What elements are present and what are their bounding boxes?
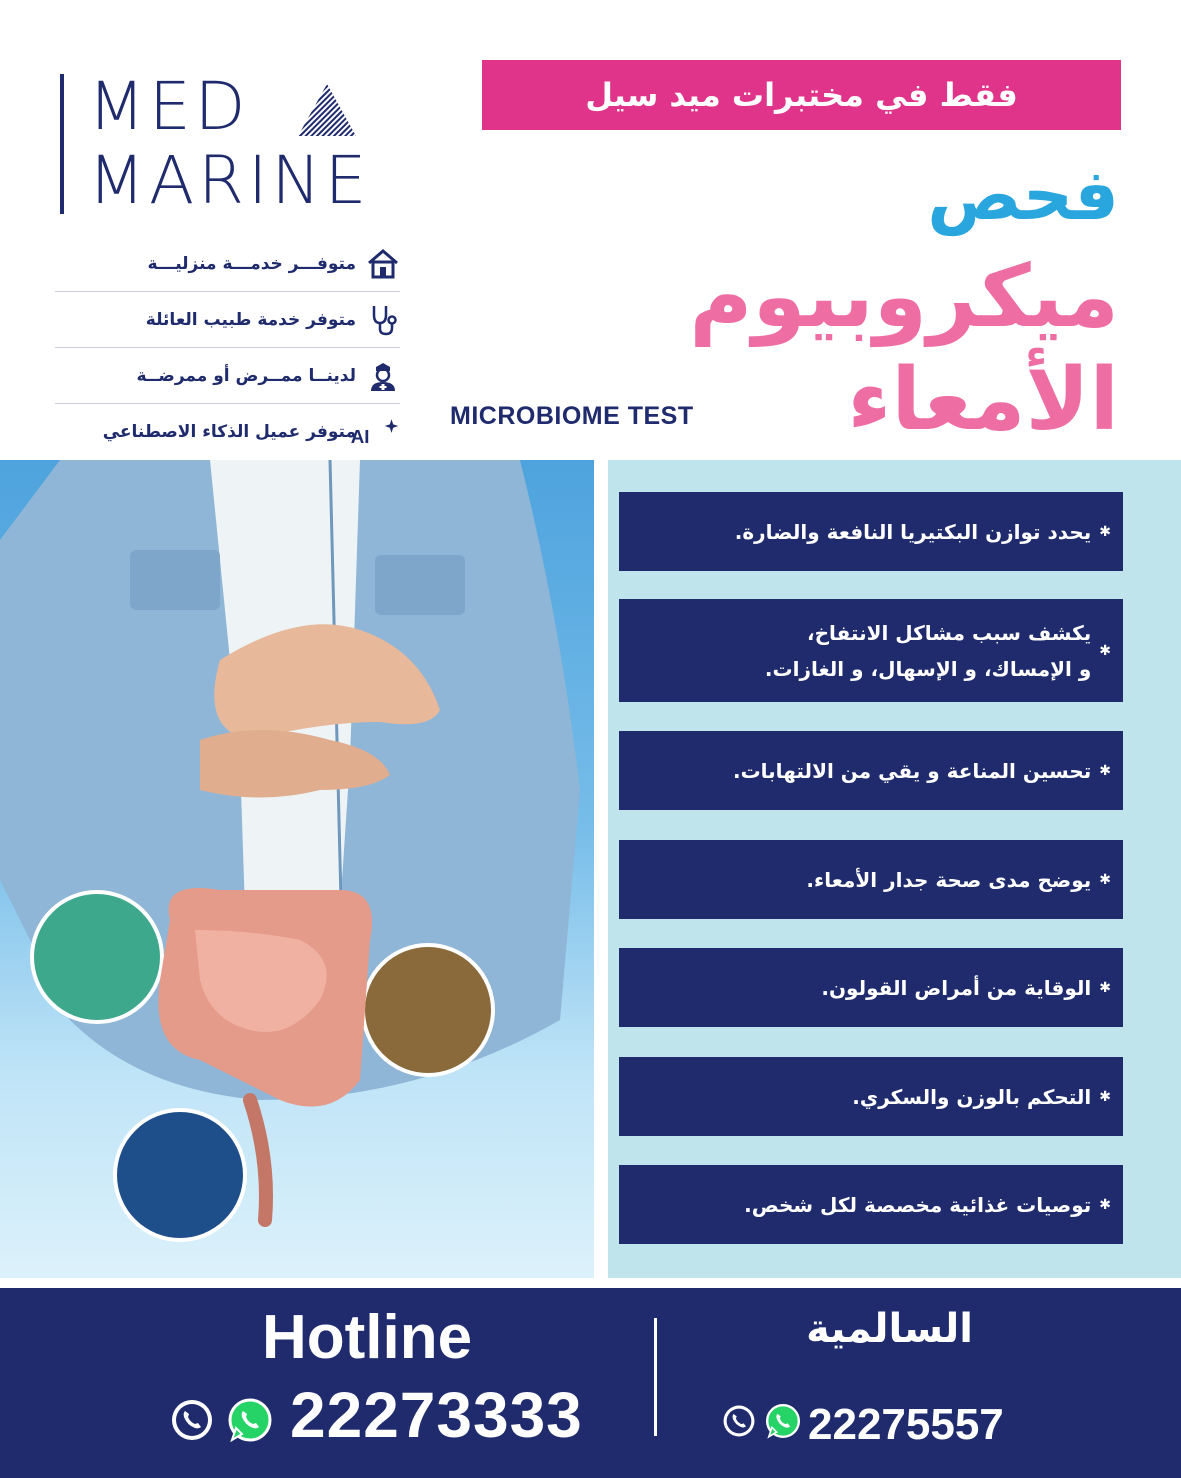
page-title-line-2: ميكروبيوم [689, 247, 1119, 347]
benefit-text: يحدد توازن البكتيريا النافعة والضارة. [734, 519, 1092, 544]
whatsapp-icon[interactable] [764, 1402, 802, 1440]
phone-icon[interactable] [170, 1398, 214, 1442]
person-gut-illustration [0, 460, 594, 1278]
contact-footer [0, 1288, 1181, 1478]
logo-line-2: MARINE [88, 142, 371, 219]
service-home-visit [55, 236, 400, 292]
service-label: متوفر عميل الذكاء الاصطناعي [102, 422, 356, 442]
benefit-item [619, 1057, 1123, 1136]
stethoscope-icon [366, 303, 400, 337]
benefit-text: تحسين المناعة و يقي من الالتهابات. [732, 758, 1092, 783]
home-icon [366, 247, 400, 281]
benefit-text: توصيات غذائية مخصصة لكل شخص. [744, 1192, 1092, 1217]
benefit-text-line: يكشف سبب مشاكل الانتفاخ، [806, 620, 1092, 645]
service-family-doctor [55, 292, 400, 348]
svg-text:AI: AI [350, 426, 370, 448]
bullet-icon: ✱ [1099, 523, 1111, 540]
bullet-icon: ✱ [1099, 871, 1111, 888]
benefits-panel [608, 460, 1181, 1278]
benefit-text: يوضح مدى صحة جدار الأمعاء. [806, 867, 1092, 892]
hotline-number[interactable]: 22273333 [290, 1379, 583, 1451]
benefit-text-line: و الإمساك، و الإسهال، و الغازات. [764, 656, 1092, 681]
benefit-item [619, 840, 1123, 919]
bullet-icon: ✱ [1099, 979, 1111, 996]
benefit-item [619, 492, 1123, 571]
ai-icon [350, 415, 400, 449]
service-label: متوفـــر خدمـــة منزليـــة [147, 253, 356, 274]
benefit-text [765, 615, 1091, 687]
services-list [55, 236, 400, 460]
nurse-icon [366, 359, 400, 393]
logo-triangle-icon [296, 82, 358, 138]
benefit-item [619, 599, 1123, 702]
branch-name: السالمية [806, 1306, 973, 1352]
bullet-icon: ✱ [1099, 1088, 1111, 1105]
benefit-item [619, 1165, 1123, 1244]
english-test-label: MICROBIOME TEST [450, 402, 694, 430]
service-nurse [55, 348, 400, 404]
exclusive-banner: فقط في مختبرات ميد سيل [482, 60, 1121, 130]
benefit-item [619, 731, 1123, 810]
service-label: متوفر خدمة طبيب العائلة [145, 309, 356, 330]
brand-logo [60, 68, 400, 219]
whatsapp-icon[interactable] [226, 1396, 274, 1444]
bullet-icon: ✱ [1099, 642, 1111, 659]
logo-bar [60, 74, 64, 214]
bullet-icon: ✱ [1099, 762, 1111, 779]
page-title-line-1: فحص [927, 154, 1119, 236]
branch-number[interactable]: 22275557 [808, 1400, 1004, 1449]
logo-line-1: MED [88, 68, 250, 145]
service-ai-agent [55, 404, 400, 460]
bullet-icon: ✱ [1099, 1196, 1111, 1213]
service-label: لدينــا ممــرض أو ممرضــة [136, 365, 356, 386]
benefit-text: التحكم بالوزن والسكري. [852, 1084, 1092, 1109]
page-title-line-3: الأمعاء [847, 350, 1119, 450]
footer-divider [654, 1318, 657, 1436]
hotline-label: Hotline [262, 1303, 473, 1372]
hero-illustration [0, 460, 594, 1278]
benefit-text: الوقاية من أمراض القولون. [821, 975, 1092, 1000]
phone-icon[interactable] [722, 1404, 756, 1438]
benefit-item [619, 948, 1123, 1027]
